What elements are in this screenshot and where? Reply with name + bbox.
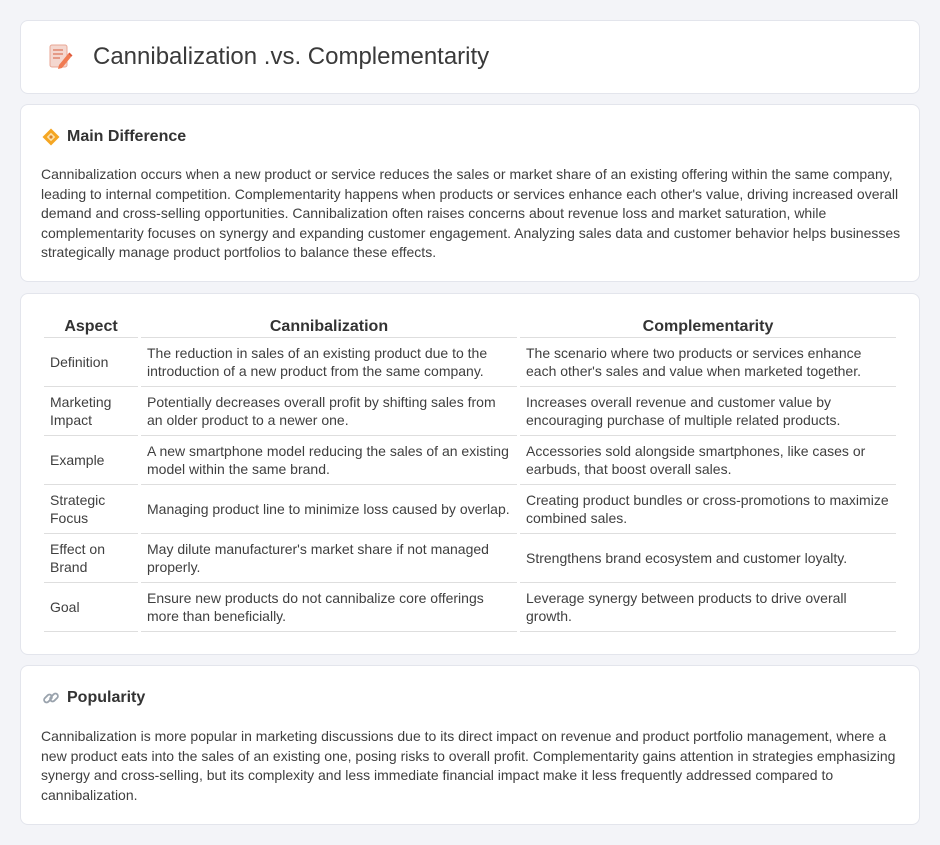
popularity-card: [20, 665, 920, 825]
cannibalization-cell: The reduction in sales of an existing product due to the introduction of a new product from the same company.: [141, 338, 517, 387]
main-difference-heading: [41, 127, 186, 147]
aspect-cell: Example: [44, 436, 138, 485]
complementarity-cell: Leverage synergy between products to drive overall growth.: [520, 583, 896, 632]
table-row: [44, 387, 896, 436]
main-difference-text: Cannibalization occurs when a new product or service reduces the sales or market share of an existing offering within the same company, leading to internal competition. Complementarity happens when products or services enhance each other's value, driving increased overall demand and cross-selling opportunities. Cannibalization often raises concerns about revenue loss and market saturation, while complementarity focuses on synergy and expanding customer engagement. Analyzing sales data and customer behavior helps businesses strategically manage product portfolios to balance these effects.: [41, 166, 901, 260]
popularity-text: Cannibalization is more popular in marketing discussions due to its direct impact on revenue and product portfolio management, where a new product eats into the sales of an existing one, posing risks to overall profit. Complementarity gains attention in strategies emphasizing synergy and cross-selling, but its complexity and less immediate financial impact make it less frequently addressed compared to cannibalization.: [41, 728, 896, 803]
table-row: [44, 436, 896, 485]
table-row: [44, 583, 896, 632]
section-title: Popularity: [67, 689, 146, 706]
comparison-card: [20, 293, 920, 655]
cannibalization-cell: May dilute manufacturer's market share if not managed properly.: [141, 534, 517, 583]
cannibalization-cell: Managing product line to minimize loss caused by overlap.: [141, 485, 517, 534]
aspect-cell: Strategic Focus: [44, 485, 138, 534]
complementarity-cell: Increases overall revenue and customer value by encouraging purchase of multiple related products.: [520, 387, 896, 436]
title-row: [47, 43, 489, 71]
document-edit-icon: [47, 43, 73, 71]
section-title: Main Difference: [67, 128, 187, 145]
title-card: [20, 20, 920, 94]
cannibalization-cell: Ensure new products do not cannibalize core offerings more than beneficially.: [141, 583, 517, 632]
link-icon: [41, 688, 61, 708]
complementarity-cell: Accessories sold alongside smartphones, like cases or earbuds, that boost overall sales.: [520, 436, 896, 485]
comparison-table: [41, 316, 899, 632]
popularity-heading: [41, 688, 145, 708]
main-difference-card: [20, 104, 920, 282]
complementarity-cell: The scenario where two products or services enhance each other's sales and value when marketed together.: [520, 338, 896, 387]
table-row: [44, 338, 896, 387]
aspect-cell: Effect on Brand: [44, 534, 138, 583]
table-row: [44, 534, 896, 583]
aspect-cell: Marketing Impact: [44, 387, 138, 436]
complementarity-cell: Creating product bundles or cross-promotions to maximize combined sales.: [520, 485, 896, 534]
header-aspect: Aspect: [44, 316, 138, 338]
diamond-icon: [41, 127, 61, 147]
header-cannibalization: Cannibalization: [141, 316, 517, 338]
table-header-row: [44, 316, 896, 338]
cannibalization-cell: Potentially decreases overall profit by shifting sales from an older product to a newer one.: [141, 387, 517, 436]
page-title: Cannibalization .vs. Complementarity: [93, 43, 490, 70]
cannibalization-cell: A new smartphone model reducing the sales of an existing model within the same brand.: [141, 436, 517, 485]
aspect-cell: Definition: [44, 338, 138, 387]
complementarity-cell: Strengthens brand ecosystem and customer loyalty.: [520, 534, 896, 583]
table-row: [44, 485, 896, 534]
header-complementarity: Complementarity: [520, 316, 896, 338]
aspect-cell: Goal: [44, 583, 138, 632]
